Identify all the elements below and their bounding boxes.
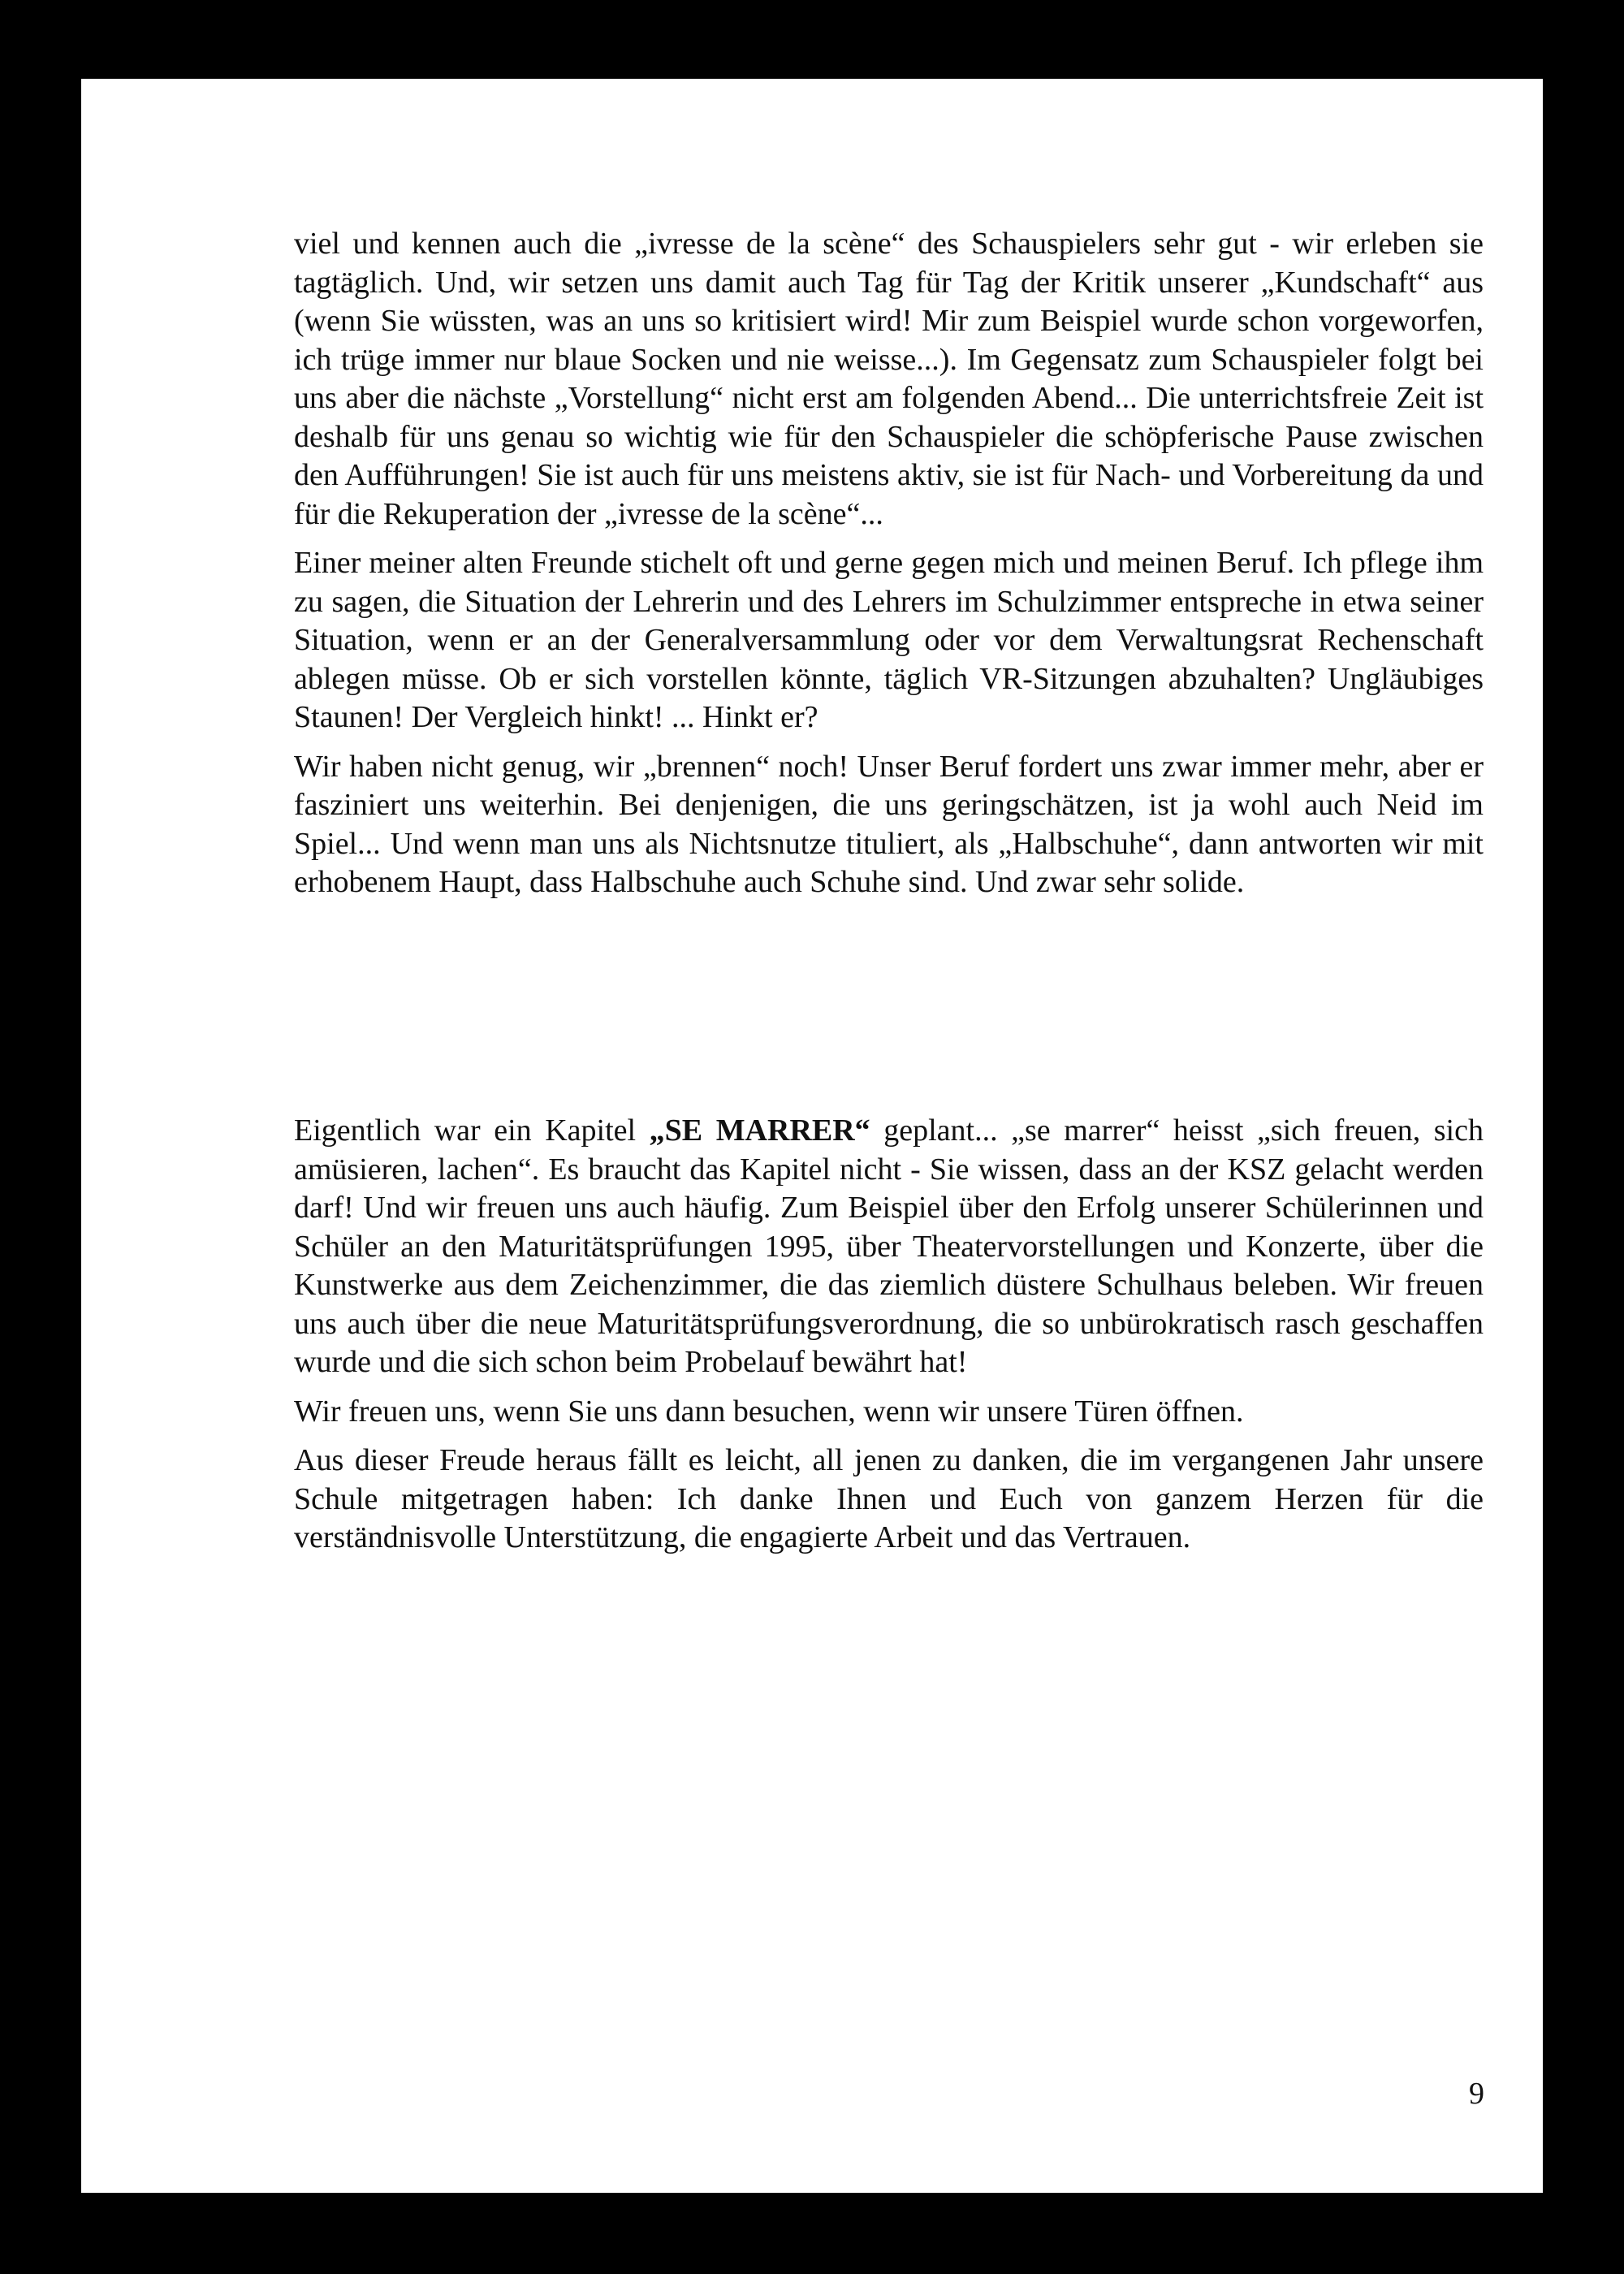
paragraph: Aus dieser Freude heraus fällt es leicht, all jenen zu danken, die im vergangenen Jahr unsere Schule mitgetragen haben: Ich danke Ihnen und Euch von ganzem Herzen für die verständnisvolle Unterstützung, die engagierte Arbeit und das Vertrauen. <box>294 1443 1484 1554</box>
text-section-1 <box>294 225 1484 913</box>
text-section-2 <box>294 1112 1484 1568</box>
document-page <box>81 79 1543 2193</box>
paragraph: Wir freuen uns, wenn Sie uns dann besuchen, wenn wir unsere Türen öffnen. <box>294 1394 1244 1429</box>
paragraph-se-marrer <box>294 1112 1484 1382</box>
chapter-title-bold: „SE MARRER“ <box>649 1113 870 1148</box>
paragraph-text: Eigentlich war ein Kapitel <box>294 1113 650 1148</box>
paragraph: Einer meiner alten Freunde stichelt oft und gerne gegen mich und meinen Beruf. Ich pflege ihm zu sagen, die Situation der Lehrerin und des Lehrers im Schulzimmer entspreche in etwa seiner Situation, wenn er an der Generalversammlung oder vor dem Verwaltungsrat Rechenschaft ablegen müsse. Ob er sich vorstellen könnte, täglich VR-Sitzungen abzuhalten? Ungläubiges Staunen! Der Vergleich hinkt! ... Hinkt er? <box>294 546 1484 734</box>
paragraph-text: geplant... „se marrer“ heisst „sich freuen, sich amüsieren, lachen“. Es braucht das Kapitel nicht - Sie wissen, dass an der KSZ gelacht werden darf! Und wir freuen uns auch häufig. Zum Beispiel über den Erfolg unserer Schülerinnen und Schüler an den Maturitätsprüfungen 1995, über Theatervorstellungen und Konzerte, über die Kunstwerke aus dem Zeichenzimmer, die das ziemlich düstere Schulhaus beleben. Wir freuen uns auch über die neue Maturitätsprüfungsverordnung, die so unbürokratisch rasch geschaffen wurde und die sich schon beim Probelauf bewährt hat! <box>294 1113 1484 1379</box>
paragraph: Wir haben nicht genug, wir „brennen“ noch! Unser Beruf fordert uns zwar immer mehr, aber er fasziniert uns weiterhin. Bei denjenigen, die uns geringschätzen, ist ja wohl auch Neid im Spiel... Und wenn man uns als Nichtsnutze tituliert, als „Halbschuhe“, dann antworten wir mit erhobenem Haupt, dass Halbschuhe auch Schuhe sind. Und zwar sehr solide. <box>294 749 1484 899</box>
page-number: 9 <box>1469 2077 1484 2111</box>
paragraph: viel und kennen auch die „ivresse de la scène“ des Schauspielers sehr gut - wir erleben sie tagtäglich. Und, wir setzen uns damit auch Tag für Tag der Kritik unserer „Kundschaft“ aus (wenn Sie wüssten, was an uns so kritisiert wird! Mir zum Beispiel wurde schon vorgeworfen, ich trüge immer nur blaue Socken und nie weisse...). Im Gegensatz zum Schauspieler folgt bei uns aber die nächste „Vorstellung“ nicht erst am folgenden Abend... Die unterrichtsfreie Zeit ist deshalb für uns genau so wichtig wie für den Schauspieler die schöpferische Pause zwischen den Aufführungen! Sie ist auch für uns meistens aktiv, sie ist für Nach- und Vorbereitung da und für die Rekuperation der „ivresse de la scène“... <box>294 227 1484 531</box>
